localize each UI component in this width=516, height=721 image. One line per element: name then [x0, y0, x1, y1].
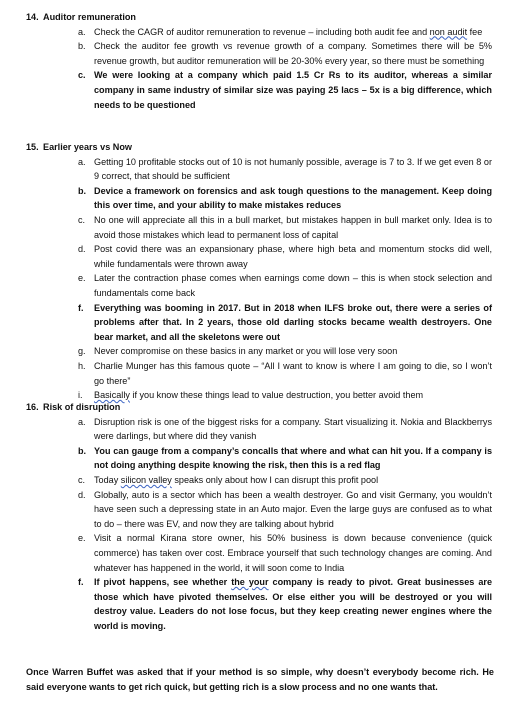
list-item-text: company is ready to pivot. Great businesses are those which have pivoted themselves. Or else either you will be destroyed or you will destroy value. Leaders do not lose focus, but they keep creating newer engines where the world is moving.: [94, 577, 492, 631]
list-item: [26, 473, 496, 488]
section-heading: [26, 140, 496, 155]
list-item: [26, 213, 496, 242]
list-item-label: d.: [78, 489, 86, 500]
section-14: [26, 10, 496, 112]
list-item: [26, 359, 496, 388]
spellcheck-underlined-text: the your: [231, 577, 269, 588]
list-item-text: Check the CAGR of auditor remuneration to revenue – including both audit fee and: [94, 26, 430, 37]
list-item-text: Getting 10 profitable stocks out of 10 is not humanly possible, average is 7 to 3. If we get even 8 or 9 correct, that should be sufficient: [94, 156, 492, 182]
list-item-label: h.: [78, 360, 86, 371]
list-item-label: b.: [78, 445, 87, 456]
list-item-text: Never compromise on these basics in any market or you will lose very soon: [94, 346, 398, 357]
list-item-text: Charlie Munger has this famous quote – “All I want to know is where I am going to die, so I won’t go there”: [94, 360, 492, 386]
list-item-label: f.: [78, 577, 84, 588]
list-item-text: Check the auditor fee growth vs revenue growth of a company. Sometimes there will be 5% revenue growth, but auditor remuneration will be 20-30% every year, so there must be something: [94, 41, 492, 66]
list-item-label: c.: [78, 474, 86, 485]
list-item-text: Post covid there was an expansionary phase, where high beta and momentum stocks did well, while fundamentals were thrown away: [94, 244, 492, 269]
list-item-text: fee: [467, 26, 483, 37]
list-item-label: d.: [78, 244, 86, 255]
list-item: [26, 415, 496, 444]
list-item: [26, 242, 496, 271]
list-item-label: e.: [78, 533, 86, 544]
list-item-label: f.: [78, 302, 84, 313]
list-item-text: Everything was booming in 2017. But in 2018 when ILFS broke out, there were a series of problems after that. In 2 years, those old darling stocks became wealth destroyers. One bear market, and all the skeletons were out: [94, 302, 492, 342]
list-item: [26, 301, 496, 345]
list-item-label: a.: [78, 416, 86, 427]
section-number: 14.: [26, 12, 39, 22]
closing-paragraph: Once Warren Buffet was asked that if your method is so simple, why doesn’t everybody become rich. He said everyone wants to get rich quick, but getting rich is a slow process and no one wants that.: [26, 667, 494, 692]
section-number: 15.: [26, 142, 39, 152]
section-15: [26, 140, 496, 403]
list-item-text: Visit a normal Kirana store owner, his 50% business is down because convenience (quick commerce) has taken over cost. Embrace yourself that such technology changes are coming. And whatever has happened in the world, it will soon come to India: [94, 533, 492, 573]
list-item-text: Today: [94, 474, 121, 485]
list-item: [26, 68, 496, 112]
list-item: [26, 344, 496, 359]
list-item-label: e.: [78, 273, 86, 284]
list-item-text: You can gauge from a company’s concalls that where and what can hit you. If a company is not doing anything despite knowing the risk, then this is a red flag: [94, 445, 492, 471]
spellcheck-underlined-text: silicon valley: [120, 474, 172, 485]
list-item-text: We were looking at a company which paid 1.5 Cr Rs to its auditor, whereas a similar company in same industry of similar size was paying 25 lacs – 5x is a big difference, which needs to be questioned: [94, 70, 492, 110]
section-title: Risk of disruption: [43, 402, 121, 412]
list-item-text: Later the contraction phase comes when earnings come down – this is when stock selection and fundamentals come back: [94, 273, 492, 298]
list-item-text: Device a framework on forensics and ask tough questions to the management. Keep doing this over time, and your ability to make mistakes reduces: [94, 185, 492, 211]
section-16: [26, 400, 496, 634]
list-item: [26, 531, 496, 575]
section-heading: [26, 10, 496, 25]
list-item-label: b.: [78, 41, 86, 52]
list-item: [26, 575, 496, 633]
list-item: [26, 488, 496, 532]
list-item-text: speaks only about how I can disrupt this profit pool: [171, 474, 379, 485]
list-item-label: c.: [78, 214, 86, 225]
list-item: [26, 155, 496, 184]
section-title: Auditor remuneration: [43, 12, 136, 22]
list-item-label: a.: [78, 26, 86, 37]
spellcheck-underlined-text: non audit: [429, 26, 468, 37]
list-item: [26, 39, 496, 68]
section-number: 16.: [26, 402, 39, 412]
section-heading: [26, 400, 496, 415]
list-item-text: Disruption risk is one of the biggest risks for a company. Start visualizing it. Nokia and Blackberrys were darlings, but where did they vanish: [94, 416, 492, 442]
section-title: Earlier years vs Now: [43, 142, 132, 152]
list-item: [26, 25, 496, 40]
list-item-text: Globally, auto is a sector which has been a wealth destroyer. Go and visit Germany, you wouldn’t have seen such a depressing state in an Auto major. Even the large guys are confused as to what to do – there was EV, and now they are talking about hybrid: [94, 489, 492, 529]
list-item: [26, 444, 496, 473]
list-item-label: g.: [78, 346, 86, 357]
list-item: [26, 184, 496, 213]
list-item-label: b.: [78, 185, 87, 196]
list-item-label: i.: [78, 390, 83, 401]
spellcheck-underlined-text: Basically: [94, 390, 130, 401]
list-item-text: No one will appreciate all this in a bull market, but mistakes happen in bull market only. Idea is to avoid those mistakes which lead to permanent loss of capital: [94, 214, 492, 240]
list-item-text: If pivot happens, see whether: [94, 577, 232, 588]
list-item-text: if you know these things lead to value destruction, you better avoid them: [129, 390, 424, 401]
list-item-label: a.: [78, 156, 86, 167]
list-item: [26, 271, 496, 300]
list-item-label: c.: [78, 70, 86, 81]
